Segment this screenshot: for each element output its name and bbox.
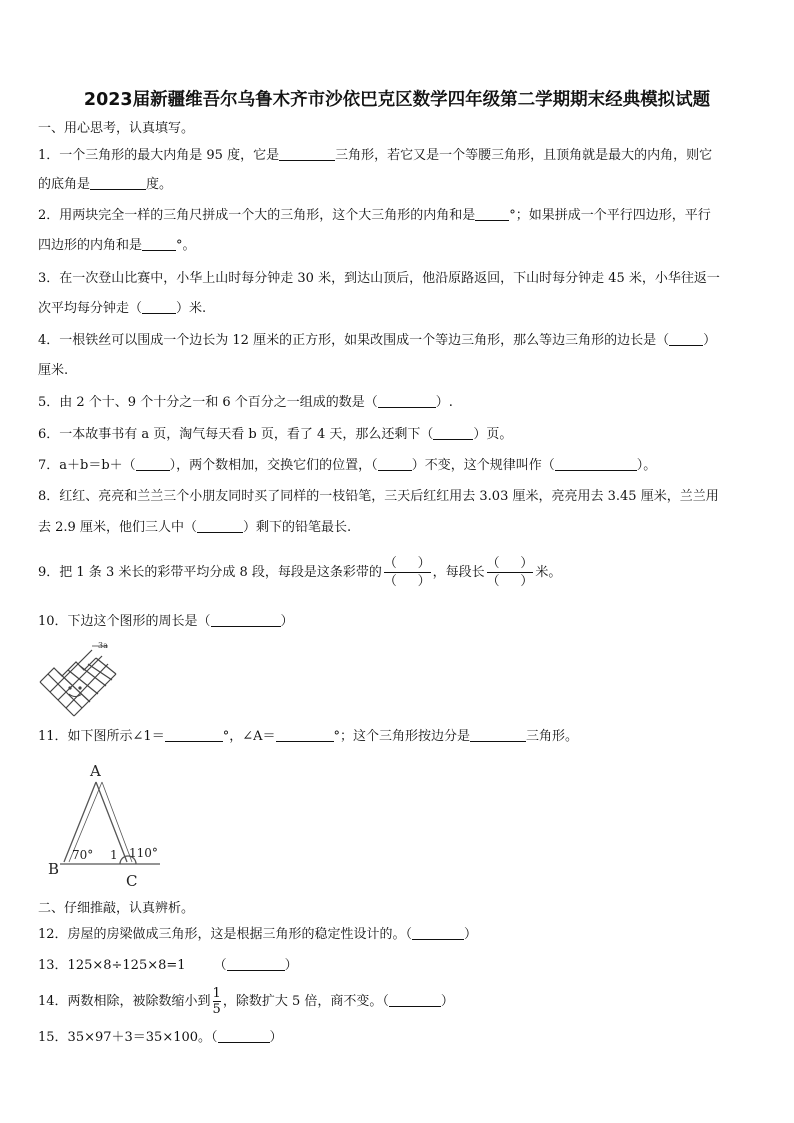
- fraction-one-fifth: $\frac{1}{5}$: [212, 986, 221, 1017]
- answer-blank[interactable]: [669, 333, 703, 346]
- answer-blank[interactable]: [389, 994, 441, 1007]
- answer-blank[interactable]: [227, 958, 285, 971]
- figure-label: 3a: [98, 641, 108, 650]
- fraction-blank[interactable]: $\frac{( )}{( )}$: [486, 556, 534, 589]
- section-2-heading: 二、仔细推敲，认真辨析。: [38, 901, 195, 916]
- triangle-figure: [44, 756, 174, 892]
- question-1-line-2: 的底角是 度。: [38, 177, 173, 192]
- question-4-line-2: 厘米.: [38, 363, 69, 378]
- section-1-heading: 一、用心思考，认真填写。: [38, 121, 195, 136]
- answer-blank[interactable]: [218, 1030, 270, 1043]
- answer-blank[interactable]: [165, 729, 223, 742]
- exterior-angle-label: 110°: [129, 846, 158, 860]
- answer-blank[interactable]: [378, 395, 436, 408]
- answer-blank[interactable]: [279, 148, 335, 161]
- answer-blank[interactable]: [197, 520, 243, 533]
- question-8-line-2: 去 2.9 厘米，他们三人中（ ）剩下的铅笔最长.: [38, 520, 352, 535]
- answer-blank[interactable]: [136, 458, 170, 471]
- question-3-line-1: 3．在一次登山比赛中，小华上山时每分钟走 30 米，到达山顶后，他沿原路返回，下山时每分钟走 45 米，小华往返一: [38, 271, 720, 286]
- question-15: 15．35×97＋3＝35×100。（ ）: [38, 1030, 283, 1045]
- question-14: 14．两数相除，被除数缩小到 $\frac{1}{5}$ ，除数扩大 5 倍，商不变。（ ）: [38, 986, 454, 1017]
- question-13: 13．125×8÷125×8=1 （ ）: [38, 958, 298, 973]
- question-9: 9．把 1 条 3 米长的彩带平均分成 8 段，每段是这条彩带的 $\frac{( )}{( )}$ ，每段长 $\frac{( )}{( )}$ 米。: [38, 556, 562, 589]
- answer-blank[interactable]: [276, 729, 334, 742]
- answer-blank[interactable]: [475, 208, 509, 221]
- question-12: 12．房屋的房梁做成三角形，这是根据三角形的稳定性设计的。（ ）: [38, 927, 478, 942]
- question-2-line-1: 2．用两块完全一样的三角尺拼成一个大的三角形，这个大三角形的内角和是 °；如果拼成一个平行四边形，平行: [38, 208, 711, 223]
- angle-b-label: 70°: [72, 848, 94, 862]
- staircase-figure: [36, 636, 122, 722]
- page-title: 2023届新疆维吾尔乌鲁木齐市沙依巴克区数学四年级第二学期期末经典模拟试题: [83, 90, 711, 110]
- answer-blank[interactable]: [470, 729, 526, 742]
- answer-blank[interactable]: [378, 458, 412, 471]
- answer-blank[interactable]: [142, 238, 176, 251]
- question-10: 10．下边这个图形的周长是（ ）: [38, 614, 294, 629]
- vertex-c-label: C: [126, 872, 138, 890]
- question-5: 5．由 2 个十、9 个十分之一和 6 个百分之一组成的数是（ ）.: [38, 395, 453, 410]
- answer-blank[interactable]: [142, 301, 176, 314]
- answer-blank[interactable]: [433, 427, 473, 440]
- question-4-line-1: 4．一根铁丝可以围成一个边长为 12 厘米的正方形，如果改围成一个等边三角形，那么等边三角形的边长是（ ）: [38, 333, 717, 348]
- question-6: 6．一本故事书有 a 页，淘气每天看 b 页，看了 4 天，那么还剩下（ ）页。: [38, 427, 513, 442]
- question-7: 7．a＋b＝b＋（ ），两个数相加，交换它们的位置，（ ）不变，这个规律叫作（ ）。: [38, 458, 657, 473]
- answer-blank[interactable]: [211, 614, 281, 627]
- answer-blank[interactable]: [90, 177, 146, 190]
- vertex-b-label: B: [48, 860, 60, 878]
- vertex-a-label: A: [90, 762, 101, 780]
- question-1-line-1: 1．一个三角形的最大内角是 95 度，它是 三角形，若它又是一个等腰三角形，且顶角就是最大的内角，则它: [38, 148, 713, 163]
- question-11: 11．如下图所示∠1＝ °，∠A＝ °；这个三角形按边分是 三角形。: [38, 729, 579, 744]
- angle-1-label: 1: [110, 848, 118, 862]
- question-8-line-1: 8．红红、亮亮和兰兰三个小朋友同时买了同样的一枝铅笔，三天后红红用去 3.03 厘米，亮亮用去 3.45 厘米，兰兰用: [38, 489, 719, 504]
- answer-blank[interactable]: [555, 458, 637, 471]
- fraction-blank[interactable]: $\frac{( )}{( )}$: [383, 556, 431, 589]
- question-3-line-2: 次平均每分钟走（ ）米.: [38, 301, 207, 316]
- question-2-line-2: 四边形的内角和是 °。: [38, 238, 196, 253]
- answer-blank[interactable]: [412, 927, 464, 940]
